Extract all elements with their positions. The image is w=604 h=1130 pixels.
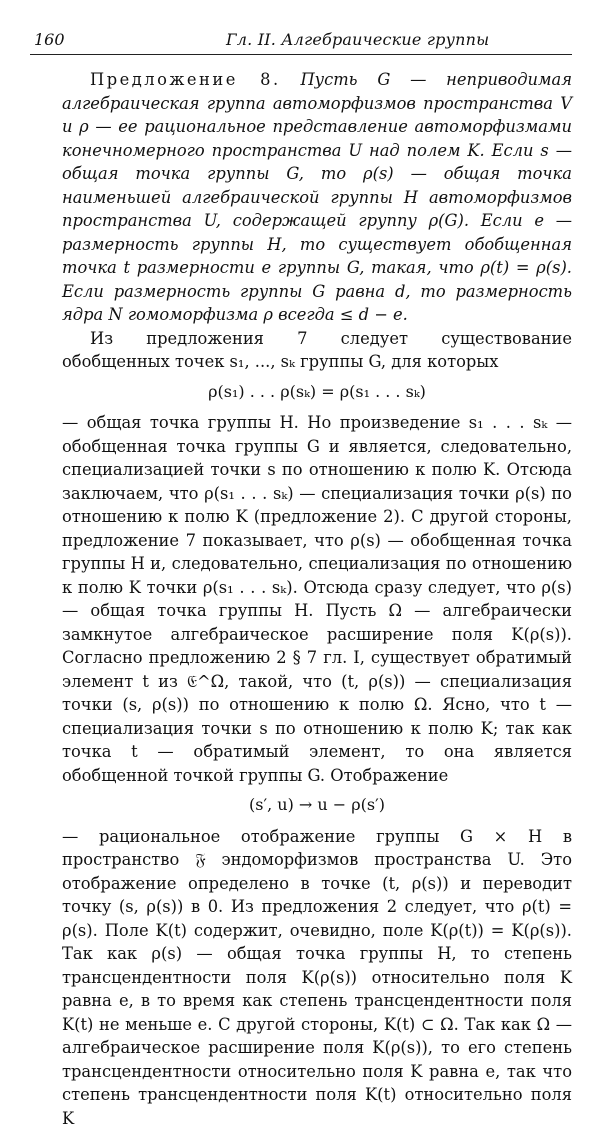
body-text — [62, 68, 572, 1130]
paragraph-2: — общая точка группы H. Но произведение s₁ . . . sₖ — обобщенная точка группы G и является, следовательно, специализацией точки s по отношению к полю K. Отсюда заключаем, что ρ(s₁ . . . sₖ) — специализация точки ρ(s) по отношению к полю K (предложение 2). С другой стороны, предложение 7 показывает, что ρ(s) — обобщенная точка группы H и, следовательно, специализация по отношению к полю K точки ρ(s₁ . . . sₖ). Отсюда сразу следует, что ρ(s) — общая точка группы H. Пусть Ω — алгебраически замкнутое алгебраическое расширение поля K(ρ(s)). Согласно предложению 2 § 7 гл. I, существует обратимый элемент t из 𝔈^Ω, такой, что (t, ρ(s)) — специализация точки (s, ρ(s)) по отношению к полю Ω. Ясно, что t — специализация точки s по отношению к полю K; так как точка t — обратимый элемент, то она является обобщенной точкой группы G. Отображение — [62, 411, 572, 787]
proposition-text: Пусть G — неприводимая алгебраическая группа автоморфизмов пространства V и ρ — ее рациональное представление автоморфизмами конечномерного пространства U над полем K. Если s — общая точка группы G, то ρ(s) — общая точка наименьшей алгебраической группы H автоморфизмов пространства U, содержащей группу ρ(G). Если e — размерность группы H, то существует обобщенная точка t размерности e группы G, такая, что ρ(t) = ρ(s). Если размерность группы G равна d, то размерность ядра N гомоморфизма ρ всегда ≤ d − e. — [62, 70, 572, 324]
page-header — [30, 28, 572, 55]
proposition-paragraph — [62, 68, 572, 327]
formula-2: (s′, u) → u − ρ(s′) — [62, 793, 572, 817]
formula-1: ρ(s₁) . . . ρ(sₖ) = ρ(s₁ . . . sₖ) — [62, 380, 572, 404]
paragraph-3: — рациональное отображение группы G × H в пространство 𝔉 эндоморфизмов пространства U. Это отображение определено в точке (t, ρ(s)) и переводит точку (s, ρ(s)) в 0. Из предложения 2 следует, что ρ(t) = ρ(s). Поле K(t) содержит, очевидно, поле K(ρ(t)) = K(ρ(s)). Так как ρ(s) — общая точка группы H, то степень трансцендентности поля K(ρ(s)) относительно поля K равна e, в то время как степень трансцендентности поля K(t) не меньше e. С другой стороны, K(t) ⊂ Ω. Так как Ω — алгебраическое расширение поля K(ρ(s)), то его степень трансцендентности относительно поля K равна e, так что степень трансцендентности поля K(t) относительно поля K — [62, 825, 572, 1130]
paragraph-1: Из предложения 7 следует существование обобщенных точек s₁, ..., sₖ группы G, для которых — [62, 327, 572, 374]
proposition-label: Предложение 8. — [90, 70, 281, 89]
running-head: Гл. II. Алгебраические группы — [226, 30, 489, 49]
page-number: 160 — [34, 30, 65, 49]
